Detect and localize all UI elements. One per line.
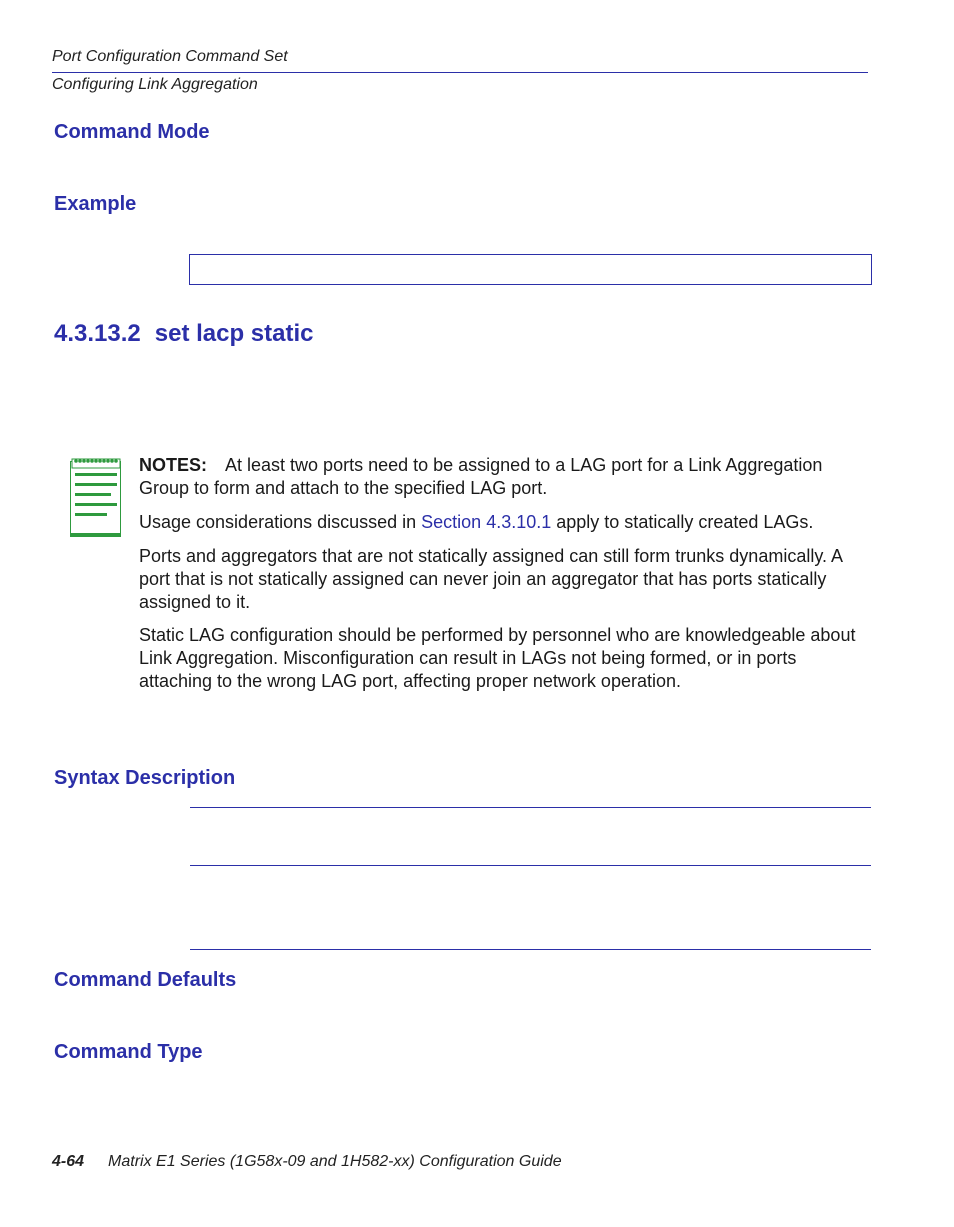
running-header-section: Configuring Link Aggregation xyxy=(52,76,258,93)
example-heading: Example xyxy=(54,193,137,215)
syntax-table-top-rule xyxy=(190,807,871,808)
syntax-table-middle-rule xyxy=(190,865,871,866)
section-title xyxy=(54,320,314,348)
running-header-chapter: Port Configuration Command Set xyxy=(52,48,288,65)
book-title: Matrix E1 Series (1G58x-09 and 1H582-xx) Configuration Guide xyxy=(108,1153,562,1170)
header-rule xyxy=(52,72,868,73)
section-title-text: set lacp static xyxy=(154,320,314,347)
example-box xyxy=(189,254,872,285)
note-paragraph-2 xyxy=(139,511,867,534)
command-defaults-heading: Command Defaults xyxy=(54,969,237,991)
note-paragraph-2-before: Usage considerations discussed in xyxy=(139,512,422,532)
section-number: 4.3.13.2 xyxy=(54,320,141,347)
note-paragraph-1-text: At least two ports need to be assigned to a LAG port for a Link Aggregation Group to form and attach to the specified LAG port. xyxy=(139,455,823,498)
syntax-description-heading: Syntax Description xyxy=(54,767,236,789)
note-paragraph-2-after: apply to statically created LAGs. xyxy=(551,512,814,532)
page-number: 4-64 xyxy=(52,1153,85,1170)
note-paragraph-4: Static LAG configuration should be performed by personnel who are knowledgeable about Link Aggregation. Misconfiguration can result in LAGs not being formed, or in ports attaching to the wrong LAG port, affecting proper network operation. xyxy=(139,625,856,691)
note-label: NOTES: xyxy=(139,455,208,475)
footer xyxy=(52,1153,562,1171)
command-mode-heading: Command Mode xyxy=(54,121,210,143)
note-paragraph-3: Ports and aggregators that are not statically assigned can still form trunks dynamically. A port that is not statically assigned can never join an aggregator that has ports statically assigned to it. xyxy=(139,546,843,612)
note-paragraph-1 xyxy=(139,454,867,500)
syntax-table-bottom-rule xyxy=(190,949,871,950)
command-type-heading: Command Type xyxy=(54,1041,203,1063)
section-cross-reference-link[interactable]: Section 4.3.10.1 xyxy=(421,512,552,532)
notepad-icon xyxy=(70,457,122,537)
